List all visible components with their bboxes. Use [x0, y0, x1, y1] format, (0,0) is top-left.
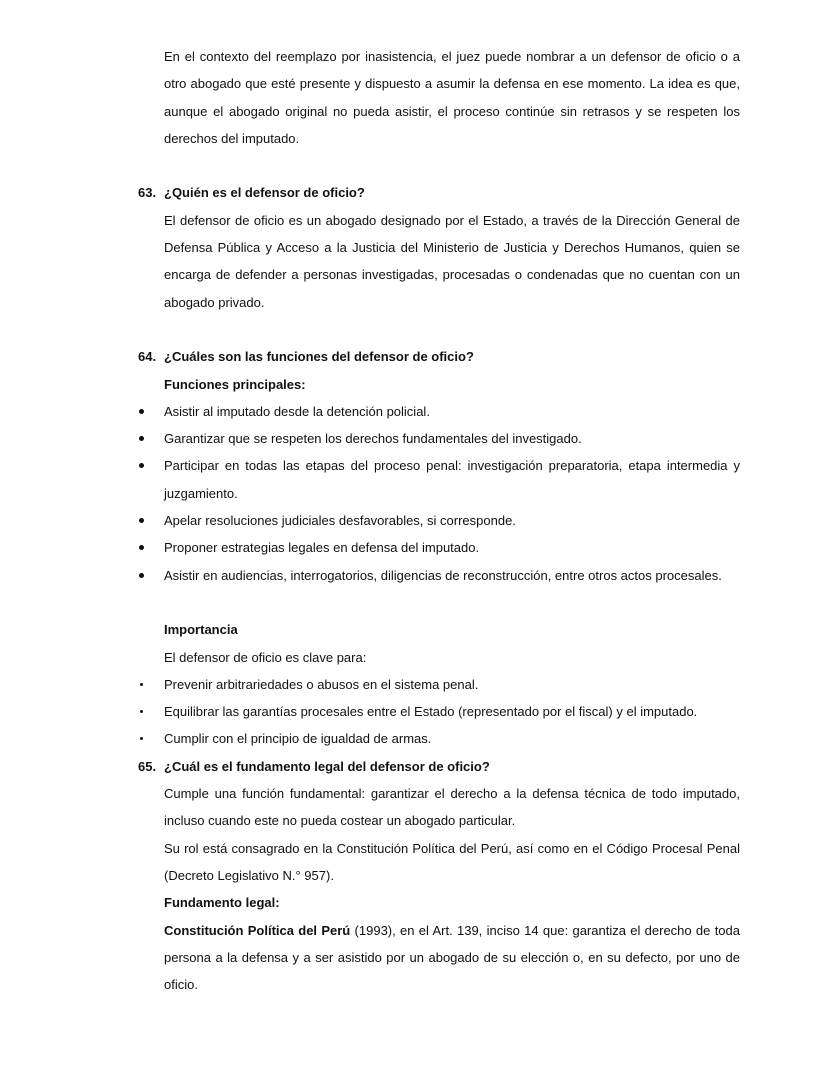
list-item: Prevenir arbitrariedades o abusos en el sistema penal. — [164, 671, 740, 698]
legal-basis-text: (1993), en el Art. 139, inciso 14 que: garantiza el derecho de toda persona a la defensa y a ser asistido por un abogado de su elección o, en su defecto, por uno de oficio. — [164, 922, 740, 993]
functions-list — [164, 398, 740, 589]
constitution-name: Constitución Política del Perú — [164, 922, 351, 938]
importance-title: Importancia — [164, 622, 238, 638]
intro-paragraph: En el contexto del reemplazo por inasistencia, el juez puede nombrar a un defensor de oficio o a otro abogado que esté presente y dispuesto a asumir la defensa en ese momento. La idea es que, aunque el abogado original no pueda asistir, el proceso continúe sin retrasos y se respeten los derechos del imputado. — [164, 49, 740, 146]
list-item: Participar en todas las etapas del proceso penal: investigación preparatoria, etapa intermedia y juzgamiento. — [164, 452, 740, 507]
question-title: ¿Cuál es el fundamento legal del defensor de oficio? — [164, 758, 490, 774]
question-65-body-1: Cumple una función fundamental: garantizar el derecho a la defensa técnica de todo imputado, incluso cuando este no pueda costear un abogado particular. — [164, 786, 740, 829]
question-63-heading — [138, 179, 740, 206]
question-number: 65. — [138, 758, 157, 774]
question-65-body-2: Su rol está consagrado en la Constitución Política del Perú, así como en el Código Procesal Penal (Decreto Legislativo N.° 957). — [164, 840, 740, 883]
list-item: Asistir al imputado desde la detención policial. — [164, 398, 740, 425]
importance-intro: El defensor de oficio es clave para: — [164, 649, 367, 665]
list-item: Cumplir con el principio de igualdad de armas. — [164, 725, 740, 752]
question-title: ¿Quién es el defensor de oficio? — [164, 185, 365, 201]
list-item: Equilibrar las garantías procesales entre el Estado (representado por el fiscal) y el imputado. — [164, 698, 740, 725]
question-65-heading — [138, 753, 740, 780]
list-item: Apelar resoluciones judiciales desfavorables, si corresponde. — [164, 507, 740, 534]
question-64-heading — [138, 343, 740, 370]
importance-list — [164, 671, 740, 753]
question-number: 64. — [138, 349, 157, 365]
functions-subtitle: Funciones principales: — [164, 376, 306, 392]
question-number: 63. — [138, 185, 157, 201]
list-item: Asistir en audiencias, interrogatorios, diligencias de reconstrucción, entre otros actos procesales. — [164, 562, 740, 589]
question-title: ¿Cuáles son las funciones del defensor de oficio? — [164, 349, 474, 365]
list-item: Garantizar que se respeten los derechos fundamentales del investigado. — [164, 425, 740, 452]
legal-basis-paragraph — [164, 917, 740, 999]
list-item: Proponer estrategias legales en defensa del imputado. — [164, 534, 740, 561]
legal-basis-title: Fundamento legal: — [164, 895, 280, 911]
question-63-body: El defensor de oficio es un abogado designado por el Estado, a través de la Dirección General de Defensa Pública y Acceso a la Justicia del Ministerio de Justicia y Derechos Humanos, quien se encarga de defender a personas investigadas, procesadas o condenadas que no cuentan con un abogado privado. — [164, 212, 740, 310]
